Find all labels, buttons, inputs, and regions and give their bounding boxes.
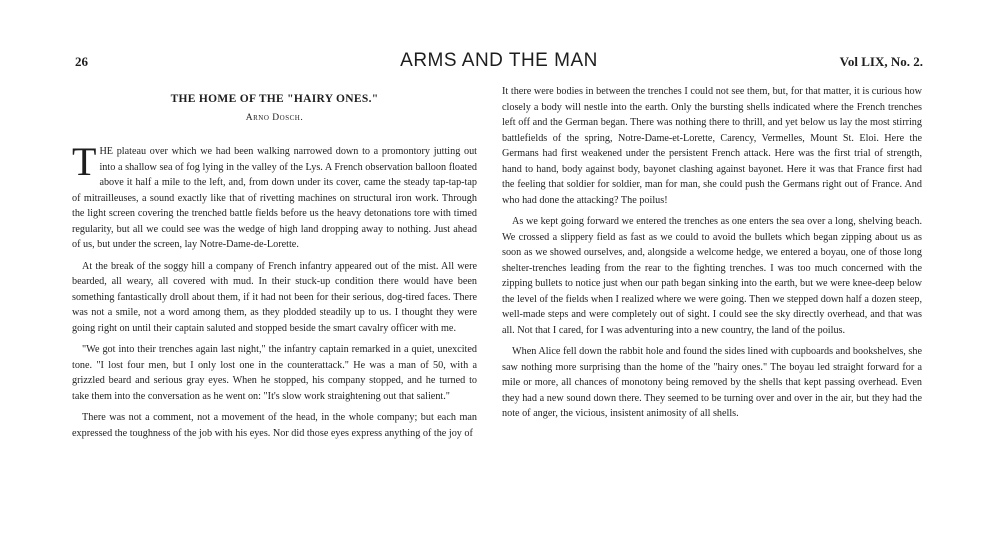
article-paragraph: There was not a comment, not a movement of the head, in the whole company; but each man expressed the toughness of the job with his eyes. Nor did those eyes express anything of the joy of bbox=[72, 412, 477, 439]
article-paragraph: When Alice fell down the rabbit hole and found the sides lined with cupboards and bookshelves, she saw nothing more surprising than the home of the "hairy ones." The boyau led straight forward for a mile or more, all chances of monotony being removed by the shells that kept passing overhead. Even they had a new sound down there. They seemed to be turning over and over in the air, but they had the note of anger, the vicious, insistent animosity of all shells. bbox=[502, 346, 922, 419]
journal-title: ARMS AND THE MAN bbox=[400, 50, 598, 71]
left-column bbox=[72, 84, 477, 447]
right-column bbox=[502, 84, 922, 428]
article-paragraph: It there were bodies in between the trenches I could not see them, but, for that matter, it is curious how closely a body will nestle into the earth. Only the bursting shells indicated where the French trenches left off and the German began. There was nothing there to thrill, and yet below us lay the most stirring battlefields of the spring, Notre-Dame-et-Lorette, Carency, Vermelles, Mount St. Eloi. Here the Germans had first weakened under the persistent French attack. Here was the first trial of strength, hand to hand, body against body, bayonet clashing against bayonet. Here it was that France first had the feeling that soldier for soldier, man for man, she could push the Germans right out of France. And who had done the attacking? The poilus! bbox=[502, 86, 922, 206]
article-byline: Arno Dosch. bbox=[245, 112, 304, 123]
article-paragraph: At the break of the soggy hill a company of French infantry appeared out of the mist. All were bearded, all weary, all covered with mud. In their stuck-up condition there would have been something fantastically droll about them, if it had not been for their serious, dog-tired faces. There was not a smile, not a word among them, as they plodded steadily up to us. I thought they were going right on until their captain saluted and stopped beside the smart cavalry officer with me. bbox=[72, 260, 477, 334]
paragraph-text: HE plateau over which we had been walking narrowed down to a promontory jutting out into a shallow sea of fog lying in the valley of the Lys. A French observation balloon floated above it half a mile to the left, and, from down under its cover, came the steady tap-tap-tap of mitrailleuses, a sound exactly like that of rivetting machines on structural iron work. Through the light screen covering the trenched battle fields before us the heavy detonations tore with timed regularity, but all we could see was the wedge of high land dropping away to nothing. Just ahead of us, but under the screen, lay Notre-Dame-de-Lorette. bbox=[72, 146, 477, 250]
article-title: THE HOME OF THE "HAIRY ONES." bbox=[170, 93, 379, 105]
page-number: 26 bbox=[75, 54, 88, 69]
volume-info: Vol LIX, No. 2. bbox=[839, 54, 923, 69]
drop-cap: T bbox=[72, 139, 97, 184]
article-paragraph bbox=[72, 139, 477, 253]
article-paragraph: "We got into their trenches again last night," the infantry captain remarked in a quiet, unexcited tone. "I lost four men, but I only lost one in the counterattack." He was a man of 50, with a grizzled beard and serious gray eyes. When he stopped, his company stopped, and he turned to take them into the conversation as he went on: "It's slow work straightening out that salient." bbox=[72, 344, 477, 402]
page-header bbox=[75, 50, 923, 74]
article-paragraph: As we kept going forward we entered the trenches as one enters the sea over a long, shelving beach. We crossed a slippery field as fast as we could to avoid the bullets which began zipping about us as soon as we showed ourselves, and, alongside a welcome hedge, we entered a boyau, one of those long shelter-trenches leading from the rear to the fighting trenches. I was too much concerned with the zipping bullets to notice just when our path began sinking into the earth, but we were knee-deep below the level of the fields when I realized where we were going. Then we stepped down half a dozen steep, well-made steps and were completely out of sight. I could see the sky directly overhead, and that was all. Not that I cared, for I was adventuring into a new country, the land of the poilus. bbox=[502, 216, 922, 336]
